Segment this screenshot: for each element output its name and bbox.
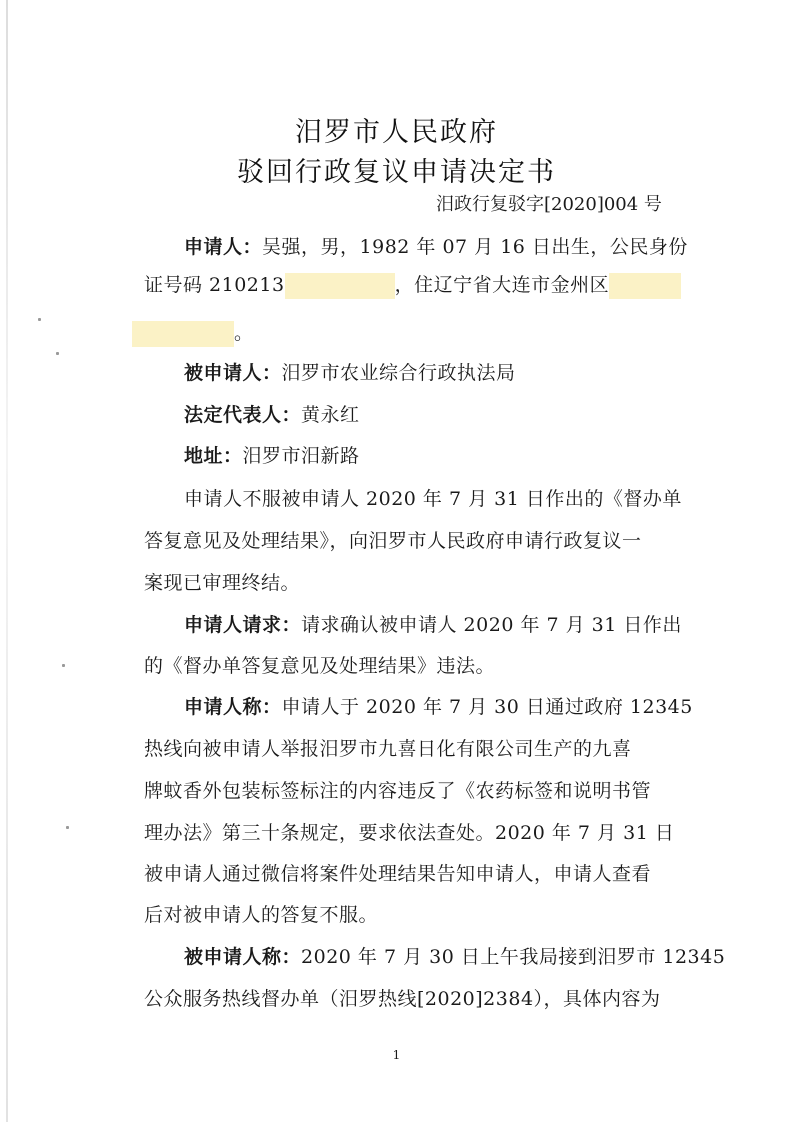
paragraph1-line: 申请人不服被申请人 2020 年 7 月 31 日作出的《督办单 — [184, 488, 682, 510]
document-number: 汨政行复驳字[2020]004 号 — [436, 194, 662, 215]
scan-speck — [56, 352, 59, 355]
applicant-claim-line: 被申请人通过微信将案件处理结果告知申请人，申请人查看 — [144, 863, 652, 885]
applicant-claim-line: 理办法》第三十条规定，要求依法查处。2020 年 7 月 31 日 — [144, 822, 675, 844]
address-label: 地址： — [184, 445, 243, 467]
applicant-address: ，住辽宁省大连市金州区 — [394, 274, 610, 296]
request-line-1 — [184, 610, 682, 637]
scan-speck — [62, 664, 65, 667]
redaction-address — [609, 273, 681, 299]
paragraph1-line: 答复意见及处理结果》，向汨罗市人民政府申请行政复议一 — [144, 530, 642, 552]
address-value: 汨罗市汨新路 — [242, 445, 360, 467]
applicant-label: 申请人： — [184, 236, 263, 258]
address-line — [184, 441, 360, 468]
applicant-line-end: 。 — [234, 322, 254, 344]
page-number: 1 — [392, 1048, 401, 1062]
request-text: 请求确认被申请人 2020 年 7 月 31 日作出 — [301, 614, 682, 636]
respondent-label: 被申请人： — [184, 362, 282, 384]
applicant-claim-text: 申请人于 2020 年 7 月 30 日通过政府 12345 — [281, 696, 693, 718]
respondent-claim-text: 2020 年 7 月 30 日上午我局接到汨罗市 12345 — [301, 946, 726, 968]
paragraph1-line: 案现已审理终结。 — [144, 572, 301, 594]
redaction-address-cont — [132, 321, 234, 347]
applicant-info: 吴强，男，1982 年 07 月 16 日出生，公民身份 — [262, 236, 688, 258]
respondent-line — [184, 358, 516, 385]
applicant-claim-line: 后对被申请人的答复不服。 — [144, 904, 379, 926]
scan-speck — [38, 318, 41, 321]
respondent-claim-line-1 — [184, 942, 725, 969]
applicant-claim-line-1 — [184, 692, 693, 719]
respondent-claim-line-2: 公众服务热线督办单（汨罗热线[2020]2384），具体内容为 — [144, 988, 661, 1010]
redaction-id-number — [285, 273, 395, 299]
legal-rep-value: 黄永红 — [301, 404, 360, 426]
title-line-1: 汨罗市人民政府 — [295, 117, 498, 148]
respondent-value: 汨罗市农业综合行政执法局 — [281, 362, 516, 384]
applicant-line-1 — [184, 232, 688, 259]
applicant-line-3 — [132, 318, 254, 347]
scan-speck — [66, 826, 69, 829]
applicant-claim-label: 申请人称： — [184, 696, 282, 718]
respondent-claim-label: 被申请人称： — [184, 946, 302, 968]
applicant-claim-line: 热线向被申请人举报汨罗市九喜日化有限公司生产的九喜 — [144, 738, 632, 760]
applicant-claim-line: 牌蚊香外包装标签标注的内容违反了《农药标签和说明书管 — [144, 780, 652, 802]
request-label: 申请人请求： — [184, 614, 302, 636]
id-number-prefix: 证号码 210213 — [144, 274, 285, 296]
request-line-2: 的《督办单答复意见及处理结果》违法。 — [144, 655, 496, 677]
title-line-2: 驳回行政复议申请决定书 — [237, 157, 556, 188]
applicant-line-2 — [144, 270, 681, 299]
legal-rep-label: 法定代表人： — [184, 404, 302, 426]
legal-rep-line — [184, 400, 360, 427]
